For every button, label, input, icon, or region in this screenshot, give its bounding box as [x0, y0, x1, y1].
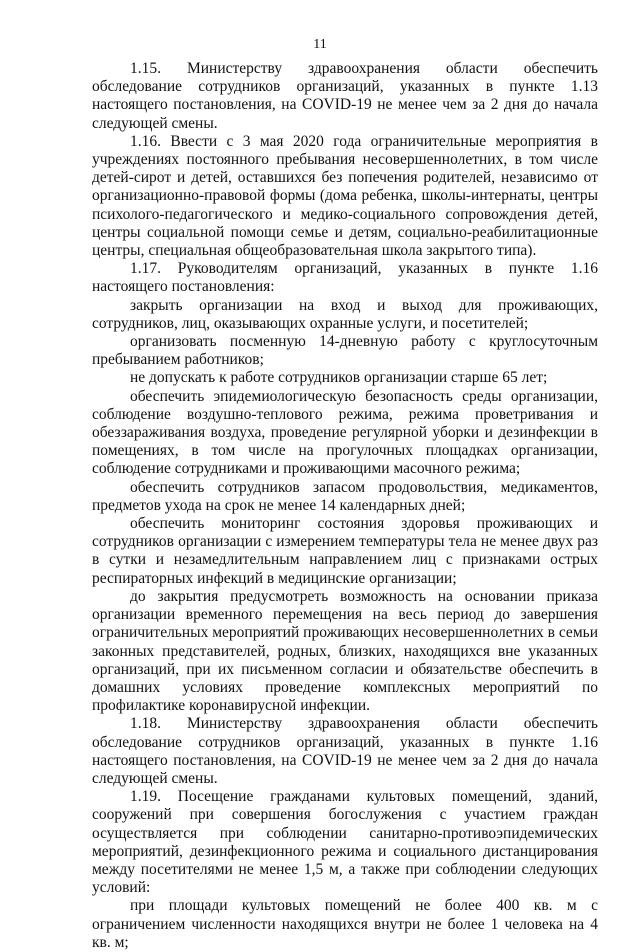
- list-item-shift-work: организовать посменную 14-дневную работу с круглосуточным пребыванием работников;: [92, 333, 598, 369]
- list-item-health-monitoring: обеспечить мониторинг состояния здоровья проживающих и сотрудников организации с измерением температуры тела не менее двух раз в сутки и незамедлительным направлением лиц с признаками острых респираторных инфекций в медицинские организации;: [92, 515, 598, 587]
- page-number: 11: [313, 37, 327, 52]
- paragraph-1-19: 1.19. Посещение гражданами культовых помещений, зданий, сооружений при совершения богослужения с участием граждан осуществляется при соблюдении санитарно-противоэпидемических мероприятий, дезинфекционного режима и социального дистанцирования между посетителями не менее 1,5 м, а также при соблюдении следующих условий:: [92, 788, 598, 897]
- paragraph-1-15: 1.15. Министерству здравоохранения области обеспечить обследование сотрудников организаций, указанных в пункте 1.13 настоящего постановления, на COVID-19 не менее чем за 2 дня до начала следующей смены.: [92, 60, 598, 132]
- list-item-supplies: обеспечить сотрудников запасом продовольствия, медикаментов, предметов ухода на срок не менее 14 календарных дней;: [92, 478, 598, 514]
- list-item-age-limit: не допускать к работе сотрудников организации старше 65 лет;: [130, 369, 548, 387]
- list-item-epidemiological-safety: обеспечить эпидемиологическую безопасность среды организации, соблюдение воздушно-теплового режима, режима проветривания и обеззараживания воздуха, проведение регулярной уборки и дезинфекции в помещениях, в том числе на прогулочных площадках организации, соблюдение сотрудниками и проживающими масочного режима;: [92, 387, 598, 478]
- paragraph-1-17: 1.17. Руководителям организаций, указанных в пункте 1.16 настоящего постановления:: [92, 260, 598, 296]
- document-body: [92, 60, 598, 952]
- paragraph-1-18: 1.18. Министерству здравоохранения области обеспечить обследование сотрудников организаций, указанных в пункте 1.16 настоящего постановления, на COVID-19 не менее чем за 2 дня до начала следующей смены.: [92, 715, 598, 787]
- list-item-area-limit: при площади культовых помещений не более 400 кв. м с ограничением численности находящихся внутри не более 1 человека на 4 кв. м;: [92, 897, 598, 951]
- list-item-close-entry: закрыть организации на вход и выход для проживающих, сотрудников, лиц, оказывающих охранные услуги, и посетителей;: [92, 296, 598, 332]
- paragraph-1-16: 1.16. Ввести с 3 мая 2020 года ограничительные мероприятия в учреждениях постоянного пребывания несовершеннолетних, в том числе детей-сирот и детей, оставшихся без попечения родителей, независимо от организационно-правовой формы (дома ребенка, школы-интернаты, центры психолого-педагогического и медико-социального сопровождения детей, центры социальной помощи семье и детям, социально-реабилитационные центры, специальная общеобразовательная школа закрытого типа).: [92, 132, 598, 260]
- list-item-temporary-relocation: до закрытия предусмотреть возможность на основании приказа организации временного перемещения на весь период до завершения ограничительных мероприятий проживающих несовершеннолетних в семьи законных представителей, родных, близких, находящихся вне указанных организаций, при их письменном согласии и обязательстве обеспечить в домашних условиях проведение комплексных мероприятий по профилактике коронавирусной инфекции.: [92, 587, 598, 715]
